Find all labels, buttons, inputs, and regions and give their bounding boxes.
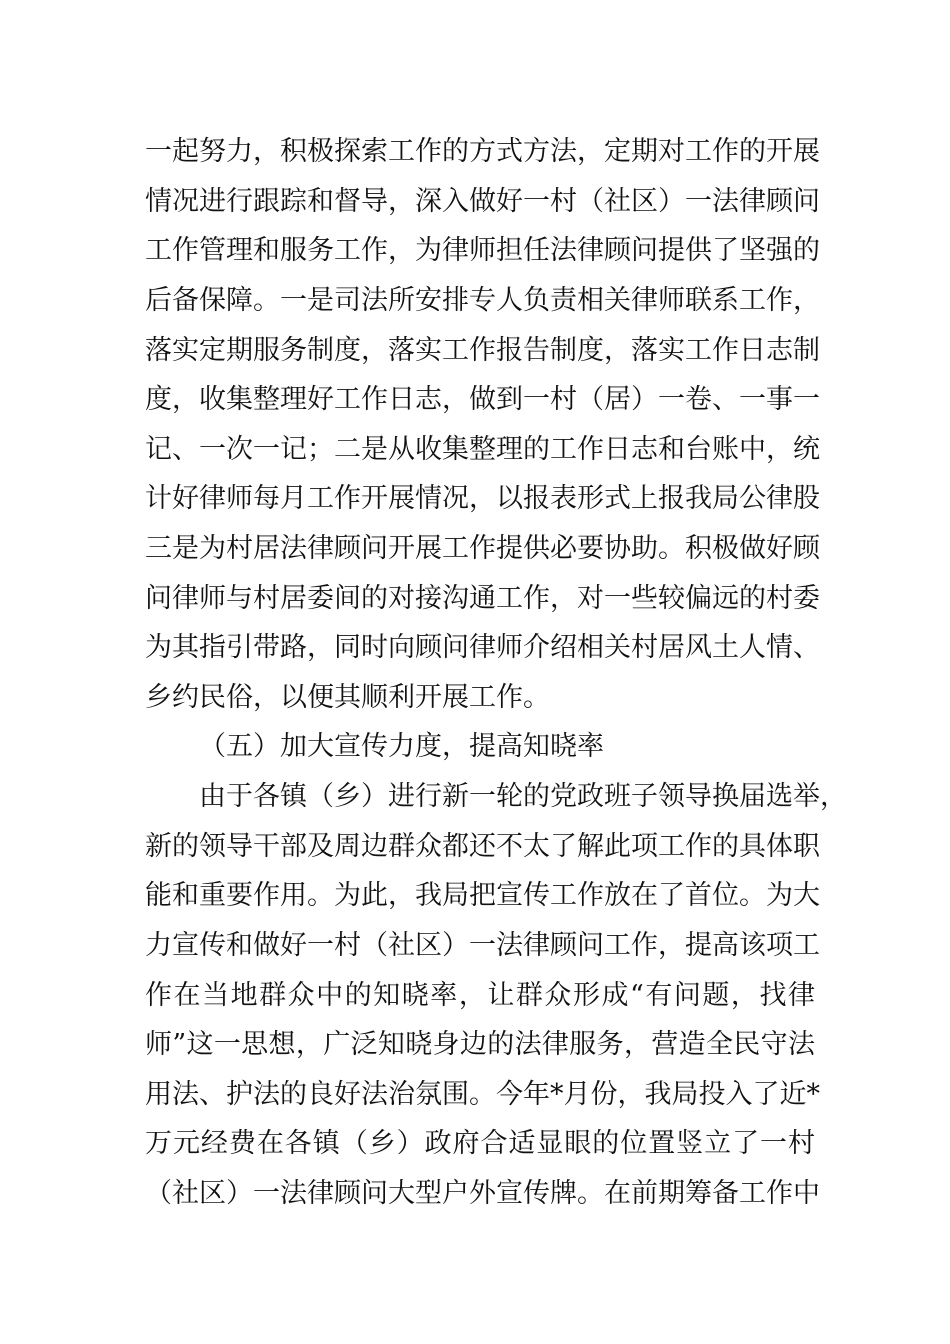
- text-line: 力宣传和做好一村（社区）一法律顾问工作，提高该项工: [145, 930, 820, 961]
- section-heading: （五）加大宣传力度，提高知晓率: [199, 731, 604, 762]
- text-line: 由于各镇（乡）进行新一轮的党政班子领导换届选举，: [199, 781, 847, 812]
- text-line: 乡约民俗，以便其顺利开展工作。: [145, 682, 550, 713]
- text-line: 能和重要作用。为此，我局把宣传工作放在了首位。为大: [145, 880, 820, 911]
- text-line: 三是为村居法律顾问开展工作提供必要协助。积极做好顾: [145, 533, 820, 564]
- text-line: 落实定期服务制度，落实工作报告制度，落实工作日志制: [145, 335, 820, 366]
- text-line: 记、一次一记；二是从收集整理的工作日志和台账中，统: [145, 434, 820, 465]
- text-line: 度，收集整理好工作日志，做到一村（居）一卷、一事一: [145, 384, 820, 415]
- text-line: 为其指引带路，同时向顾问律师介绍相关村居风土人情、: [145, 632, 820, 663]
- text-line: 工作管理和服务工作，为律师担任法律顾问提供了坚强的: [145, 235, 820, 266]
- text-line: 计好律师每月工作开展情况，以报表形式上报我局公律股: [145, 483, 820, 514]
- text-line: 一起努力，积极探索工作的方式方法，定期对工作的开展: [145, 136, 820, 167]
- text-line: 问律师与村居委间的对接沟通工作，对一些较偏远的村委: [145, 583, 820, 614]
- text-line: 用法、护法的良好法治氛围。今年*月份，我局投入了近*: [145, 1079, 820, 1110]
- text-line: 情况进行跟踪和督导，深入做好一村（社区）一法律顾问: [145, 186, 820, 217]
- text-line: 后备保障。一是司法所安排专人负责相关律师联系工作，: [145, 285, 820, 316]
- text-line: 师”这一思想，广泛知晓身边的法律服务，营造全民守法: [145, 1029, 815, 1060]
- text-line: 新的领导干部及周边群众都还不太了解此项工作的具体职: [145, 831, 820, 862]
- text-line: 万元经费在各镇（乡）政府合适显眼的位置竖立了一村: [145, 1128, 815, 1159]
- text-line: 作在当地群众中的知晓率，让群众形成“有问题，找律: [145, 980, 815, 1011]
- text-line: （社区）一法律顾问大型户外宣传牌。在前期筹备工作中: [145, 1178, 820, 1209]
